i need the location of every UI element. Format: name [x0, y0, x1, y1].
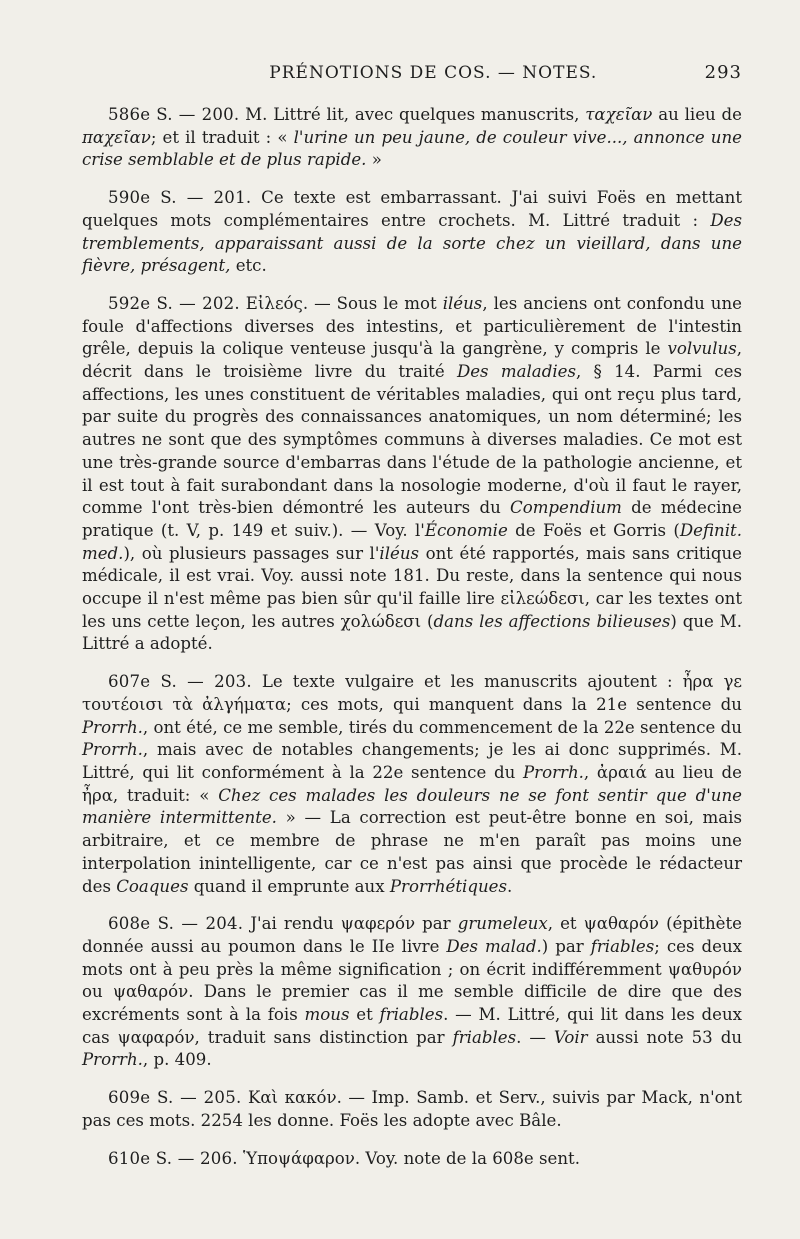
note-paragraph [82, 104, 742, 172]
text-run: , § 14. Parmi ces affections, les unes constituent de véritables maladies, qui ont reçu plus tard, par suite du progrès des connaissances anatomiques, un nom déterminé; les autres ne sont que des symptômes communs à diverses maladies. Ce mot est une très-grande source d'embarras dans l'étude de la pathologie ancienne, et il est tout à fait surabondant dans la nosologie moderne, d'où il faut le rayer, comme l'ont très-bien démontré les auteurs du [82, 362, 742, 518]
text-run: ; et il traduit : « [150, 127, 294, 147]
text-run: ), où plusieurs passages sur l' [123, 543, 380, 563]
note-paragraph [82, 671, 742, 898]
text-run: , ἀραιά au lieu de ἦρα, traduit: « [82, 762, 742, 805]
text-run: . — M. Littré, qui lit dans les deux cas ψαφαρόν, traduit sans distinction par [82, 1005, 742, 1047]
text-run: etc. [230, 256, 267, 276]
italic-run: ταχεῖαν [585, 105, 653, 124]
page-number: 293 [704, 62, 742, 83]
text-run: et [349, 1005, 380, 1025]
text-run: . — [516, 1027, 554, 1047]
italic-run: Coaques [116, 876, 189, 896]
italic-run: volvulus [667, 339, 737, 359]
text-run: ont été rapportés, mais sans critique médicale, il est vrai. Voy. aussi note 181. Du reste, dans la sentence qui nous occupe il n'est même pas bien sûr qu'il faille lire εἰλεώδεσι, car les textes ont les uns cette leçon, les autres χολώδεσι ( [82, 543, 742, 631]
text-run: , les anciens ont confondu une foule d'affections diverses des intestins, et particulièrement de l'intestin grêle, depuis la colique venteuse jusqu'à la gangrène, y compris le [82, 293, 742, 359]
italic-run: Voir [553, 1027, 588, 1047]
text-run: Καὶ κακόν. — Imp. Samb. et Serv., suivis par Mack, n'ont pas ces mots. 2254 les donne. Foës les adopte avec Bâle. [82, 1088, 742, 1130]
italic-run: iléus [379, 543, 420, 563]
text-run: au lieu de [652, 105, 742, 124]
text-run: Le texte vulgaire et les manuscrits ajoutent : ἦρα γε τουτέοισι τὰ ἀλγήματα; ces mots, qui manquent dans la 21e sentence du [82, 672, 742, 714]
note-reference: 592e S. — 202. [108, 293, 240, 313]
note-paragraph [82, 1148, 742, 1171]
italic-run: iléus [442, 293, 483, 313]
note-paragraph [82, 1087, 742, 1132]
running-title: PRÉNOTIONS DE COS. — NOTES. [269, 63, 598, 83]
text-run: ) par [541, 936, 591, 956]
note-reference: 609e S. — 205. [108, 1088, 242, 1108]
text-run: ; ces deux mots ont à peu près la même signification ; on écrit indifféremment ψαθυρόν ou ψαθαρόν. Dans le premier cas il me semble difficile de dire que des excréments sont à la fois [82, 936, 742, 1025]
italic-run: Des malad. [446, 936, 542, 956]
note-reference: 586e S. — 200. [108, 105, 240, 124]
italic-run: Économie [424, 520, 508, 540]
text-run: , et ψαθαρόν (épithète donnée aussi au poumon dans le IIe livre [82, 914, 742, 956]
italic-run: Des tremblements, apparaissant aussi de la sorte chez un vieillard, dans une fièvre, présagent, [82, 210, 742, 276]
italic-run: friables [590, 936, 655, 956]
text-run: J'ai rendu ψαφερόν par [243, 914, 458, 934]
italic-run: Definit. med. [82, 520, 742, 563]
text-run: . [506, 876, 513, 896]
text-run: Ὑποψάφαρον. Voy. note de la 608e sent. [237, 1148, 580, 1168]
italic-run: Prorrh. [82, 1050, 143, 1070]
text-run: Εἰλεός. — Sous le mot [239, 293, 443, 313]
italic-run: Prorrh. [82, 740, 143, 760]
notes-list [82, 104, 742, 1170]
italic-run: friables [452, 1027, 517, 1047]
text-run: de médecine pratique (t. V, p. 149 et suiv.). — Voy. l' [82, 498, 742, 540]
text-run: de Foës et Gorris ( [507, 520, 680, 540]
note-reference: 608e S. — 204. [108, 914, 244, 934]
text-run: M. Littré lit, avec quelques manuscrits, [239, 105, 586, 124]
note-reference: 607e S. — 203. [108, 672, 252, 692]
text-run: » — La correction est peut-être bonne en soi, mais arbitraire, et ce membre de phrase ne m'en paraît pas moins une interpolation inintelligente, car ce n'est pas ainsi que procède le rédacteur des [82, 808, 742, 896]
italic-run: Des maladies [456, 362, 576, 382]
italic-run: Prorrhétiques [389, 876, 507, 896]
text-run: ) que M. Littré a adopté. [82, 611, 742, 654]
italic-run: παχεῖαν [82, 127, 151, 147]
note-reference: 590e S. — 201. [108, 188, 252, 208]
italic-run: Prorrh. [523, 762, 584, 782]
text-run: » [366, 150, 382, 170]
italic-run: Prorrh. [82, 717, 143, 737]
text-run: quand il emprunte aux [188, 876, 390, 896]
text-run: , p. 409. [142, 1050, 212, 1070]
text-run: , décrit dans le troisième livre du traité [82, 339, 742, 382]
italic-run: Compendium [510, 498, 622, 518]
italic-run: Chez ces malades les douleurs ne se font sentir que d'une manière intermittente. [82, 785, 742, 828]
italic-run: dans les affections bilieuses [433, 611, 671, 631]
note-reference: 610e S. — 206. [108, 1148, 238, 1168]
running-header [82, 62, 742, 102]
text-run: , ont été, ce me semble, tirés du commencement de la 22e sentence du [142, 717, 742, 737]
note-paragraph [82, 913, 742, 1072]
italic-run: l'urine un peu jaune, de couleur vive..., annonce une crise semblable et de plus rapide. [82, 127, 742, 170]
italic-run: friables [379, 1005, 444, 1025]
note-paragraph [82, 293, 742, 656]
italic-run: grumeleux [457, 914, 548, 934]
text-run: , mais avec de notables changements; je les ai donc supprimés. M. Littré, qui lit conformément à la 22e sentence du [82, 740, 742, 782]
italic-run: mous [304, 1005, 350, 1025]
note-paragraph [82, 187, 742, 278]
text-run: Ce texte est embarrassant. J'ai suivi Foës en mettant quelques mots complémentaires entre crochets. M. Littré traduit : [82, 188, 742, 230]
text-run: aussi note 53 du [587, 1027, 743, 1047]
